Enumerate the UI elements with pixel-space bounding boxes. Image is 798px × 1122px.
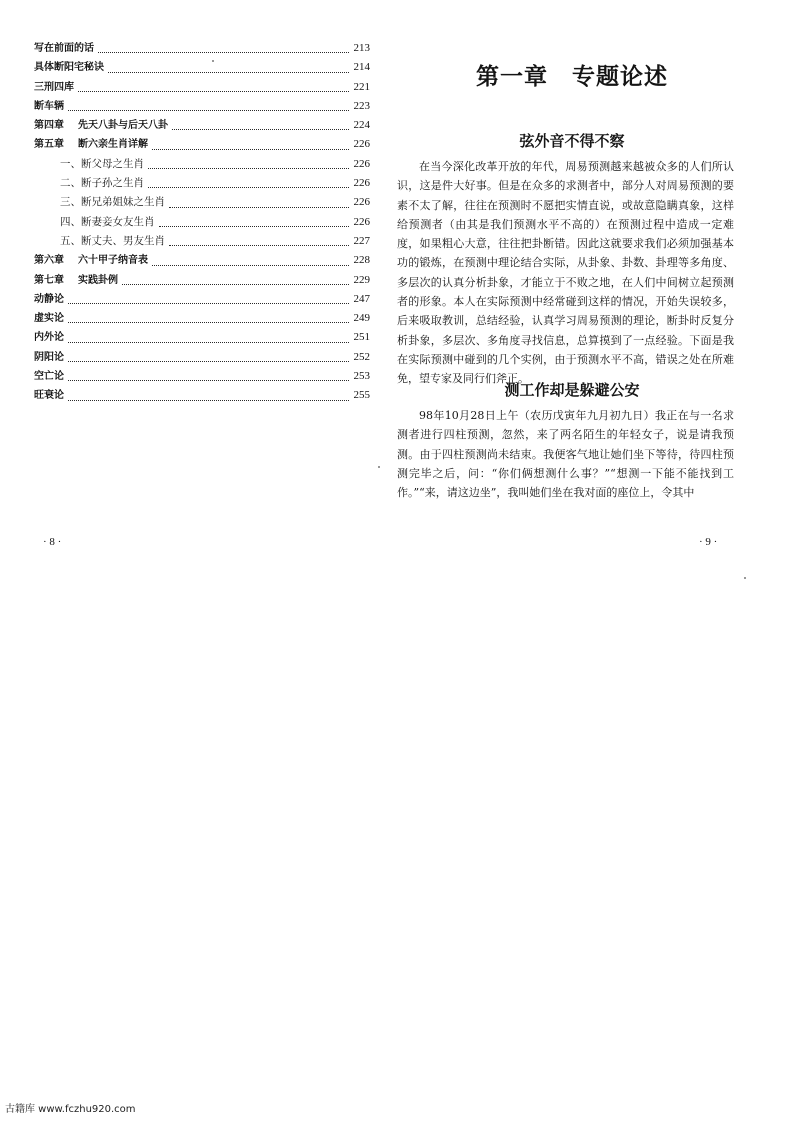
toc-entry-title: 一、断父母之生肖 — [60, 157, 144, 170]
body-paragraph: 98年10月28日上午（农历戊寅年九月初九日）我正在与一名求测者进行四柱预测，忽然，来了两名陌生的年轻女子，说是请我预测。由于四柱预测尚未结束。我便客气地让她们坐下等待，待四柱预测完毕之后，问：“你们俩想测什么事？”“想测一下能不能找到工作。”“来，请这边坐”，我叫她们坐在我对面的座位上，令其中 — [397, 409, 734, 500]
toc-entry-title: 内外论 — [34, 332, 64, 344]
toc-entry-title: 四、断妻妾女友生肖 — [60, 215, 155, 228]
toc-entry-title: 空亡论 — [34, 371, 64, 383]
toc-page-number: 228 — [353, 254, 370, 267]
toc-entry — [34, 193, 370, 212]
toc-entry-title: 第七章 — [34, 274, 64, 286]
toc-page-number: 229 — [353, 273, 370, 286]
toc-entry — [34, 367, 370, 386]
toc-entry — [34, 348, 370, 367]
toc-page-number: 249 — [353, 312, 370, 325]
toc-leader-dots — [68, 341, 349, 343]
toc-page-number: 226 — [353, 215, 370, 228]
toc-entry — [34, 135, 370, 154]
toc-leader-dots — [169, 206, 349, 208]
scan-speck — [378, 466, 380, 468]
toc-entry — [34, 116, 370, 135]
footer-watermark: 古籍库 www.fczhu920.com — [5, 1104, 136, 1115]
toc-entry-title: 五、断丈夫、男友生肖 — [60, 234, 165, 247]
toc-leader-dots — [122, 283, 349, 285]
toc-entry-subtitle: 实践卦例 — [78, 274, 118, 286]
toc-entry — [34, 251, 370, 270]
toc-entry-title: 第六章 — [34, 255, 64, 267]
toc-page-number: 251 — [353, 331, 370, 344]
toc-entry — [34, 290, 370, 309]
toc-entry-title: 三刑四库 — [34, 81, 74, 93]
toc-page-number: 226 — [353, 196, 370, 209]
toc-page-number: 214 — [353, 61, 370, 74]
toc-page-number: 226 — [353, 138, 370, 151]
toc-leader-dots — [68, 379, 349, 381]
toc-page-number: 213 — [353, 42, 370, 54]
toc-leader-dots — [152, 264, 349, 266]
table-of-contents — [34, 39, 370, 406]
toc-leader-dots — [169, 244, 349, 246]
toc-entry — [34, 39, 370, 58]
toc-entry-subtitle: 断六亲生肖详解 — [78, 139, 148, 151]
toc-entry-subtitle: 六十甲子纳音表 — [78, 255, 148, 267]
toc-entry — [34, 271, 370, 290]
toc-leader-dots — [78, 90, 349, 92]
toc-page-number: 227 — [353, 234, 370, 247]
scan-speck — [744, 577, 746, 579]
toc-page-number: 221 — [353, 80, 370, 93]
toc-leader-dots — [68, 302, 349, 304]
toc-page-number: 252 — [353, 350, 370, 363]
toc-page-number: 247 — [353, 292, 370, 305]
section-heading: 弦外音不得不察 — [519, 132, 625, 150]
toc-entry-title: 三、断兄弟姐妹之生肖 — [60, 196, 165, 209]
toc-entry-title: 第五章 — [34, 139, 64, 151]
toc-entry-title: 虚实论 — [34, 313, 64, 325]
toc-leader-dots — [68, 360, 349, 362]
toc-entry-title: 第四章 — [34, 120, 64, 132]
toc-leader-dots — [68, 399, 349, 401]
toc-entry — [34, 155, 370, 174]
toc-entry-subtitle: 先天八卦与后天八卦 — [78, 120, 168, 132]
toc-entry — [34, 328, 370, 347]
toc-entry-title: 阴阳论 — [34, 351, 64, 363]
toc-page-number: 224 — [353, 119, 370, 132]
toc-entry-title: 旺衰论 — [34, 390, 64, 402]
toc-leader-dots — [108, 71, 349, 73]
toc-entry — [34, 58, 370, 77]
toc-leader-dots — [148, 167, 349, 169]
toc-entry — [34, 78, 370, 97]
page-number-right: · 9 · — [699, 536, 718, 548]
toc-page-number: 226 — [353, 177, 370, 190]
toc-entry — [34, 309, 370, 328]
toc-entry-title: 具体断阳宅秘诀 — [34, 62, 104, 74]
toc-entry-title: 断车辆 — [34, 100, 64, 112]
toc-page-number: 226 — [353, 157, 370, 170]
toc-page-number: 223 — [353, 99, 370, 112]
toc-entry-title: 动静论 — [34, 293, 64, 305]
toc-page-number: 253 — [353, 370, 370, 383]
toc-leader-dots — [68, 109, 349, 111]
toc-leader-dots — [152, 148, 349, 150]
toc-leader-dots — [98, 51, 349, 53]
chapter-title: 第一章 专题论述 — [476, 63, 668, 90]
body-paragraph: 在当今深化改革开放的年代，周易预测越来越被众多的人们所认识，这是件大好事。但是在众多的求测者中，部分人对周易预测的要素不太了解，往往在预测时不愿把实情直说，或故意隐瞒真象，这样给预测者（由其是我们预测水平不高的）在预测过程中造成一定难度，如果粗心大意，往往把卦断错。因此这就要求我们必须加强基本功的锻炼，在预测中理论结合实际，从卦象、卦数、卦理等多角度、多层次的认真分析卦象，才能立于不败之地，在人们中间树立起预测者的形象。本人在实际预测中经常碰到这样的情况，开始失误较多，后来吸取教训，总结经验，认真学习周易预测的理论，断卦时反复分析卦象，多层次、多角度寻找信息，总算摸到了一点经验。下面是我在实际预测中碰到的几个实例，由于预测水平不高，错误之处在所难免，望专家及同行们斧正。 — [397, 160, 734, 386]
toc-entry — [34, 232, 370, 251]
toc-leader-dots — [68, 321, 349, 323]
scan-speck — [212, 60, 214, 62]
toc-entry — [34, 213, 370, 232]
toc-entry-title: 二、断子孙之生肖 — [60, 177, 144, 190]
toc-leader-dots — [172, 128, 349, 130]
toc-entry — [34, 174, 370, 193]
toc-entry — [34, 386, 370, 405]
toc-entry-title: 写在前面的话 — [34, 43, 94, 54]
toc-entry — [34, 97, 370, 116]
toc-page-number: 255 — [353, 389, 370, 402]
section-heading: 测工作却是躲避公安 — [504, 381, 640, 399]
toc-leader-dots — [159, 225, 349, 227]
toc-leader-dots — [148, 186, 349, 188]
page-number-left: · 8 · — [43, 536, 62, 548]
